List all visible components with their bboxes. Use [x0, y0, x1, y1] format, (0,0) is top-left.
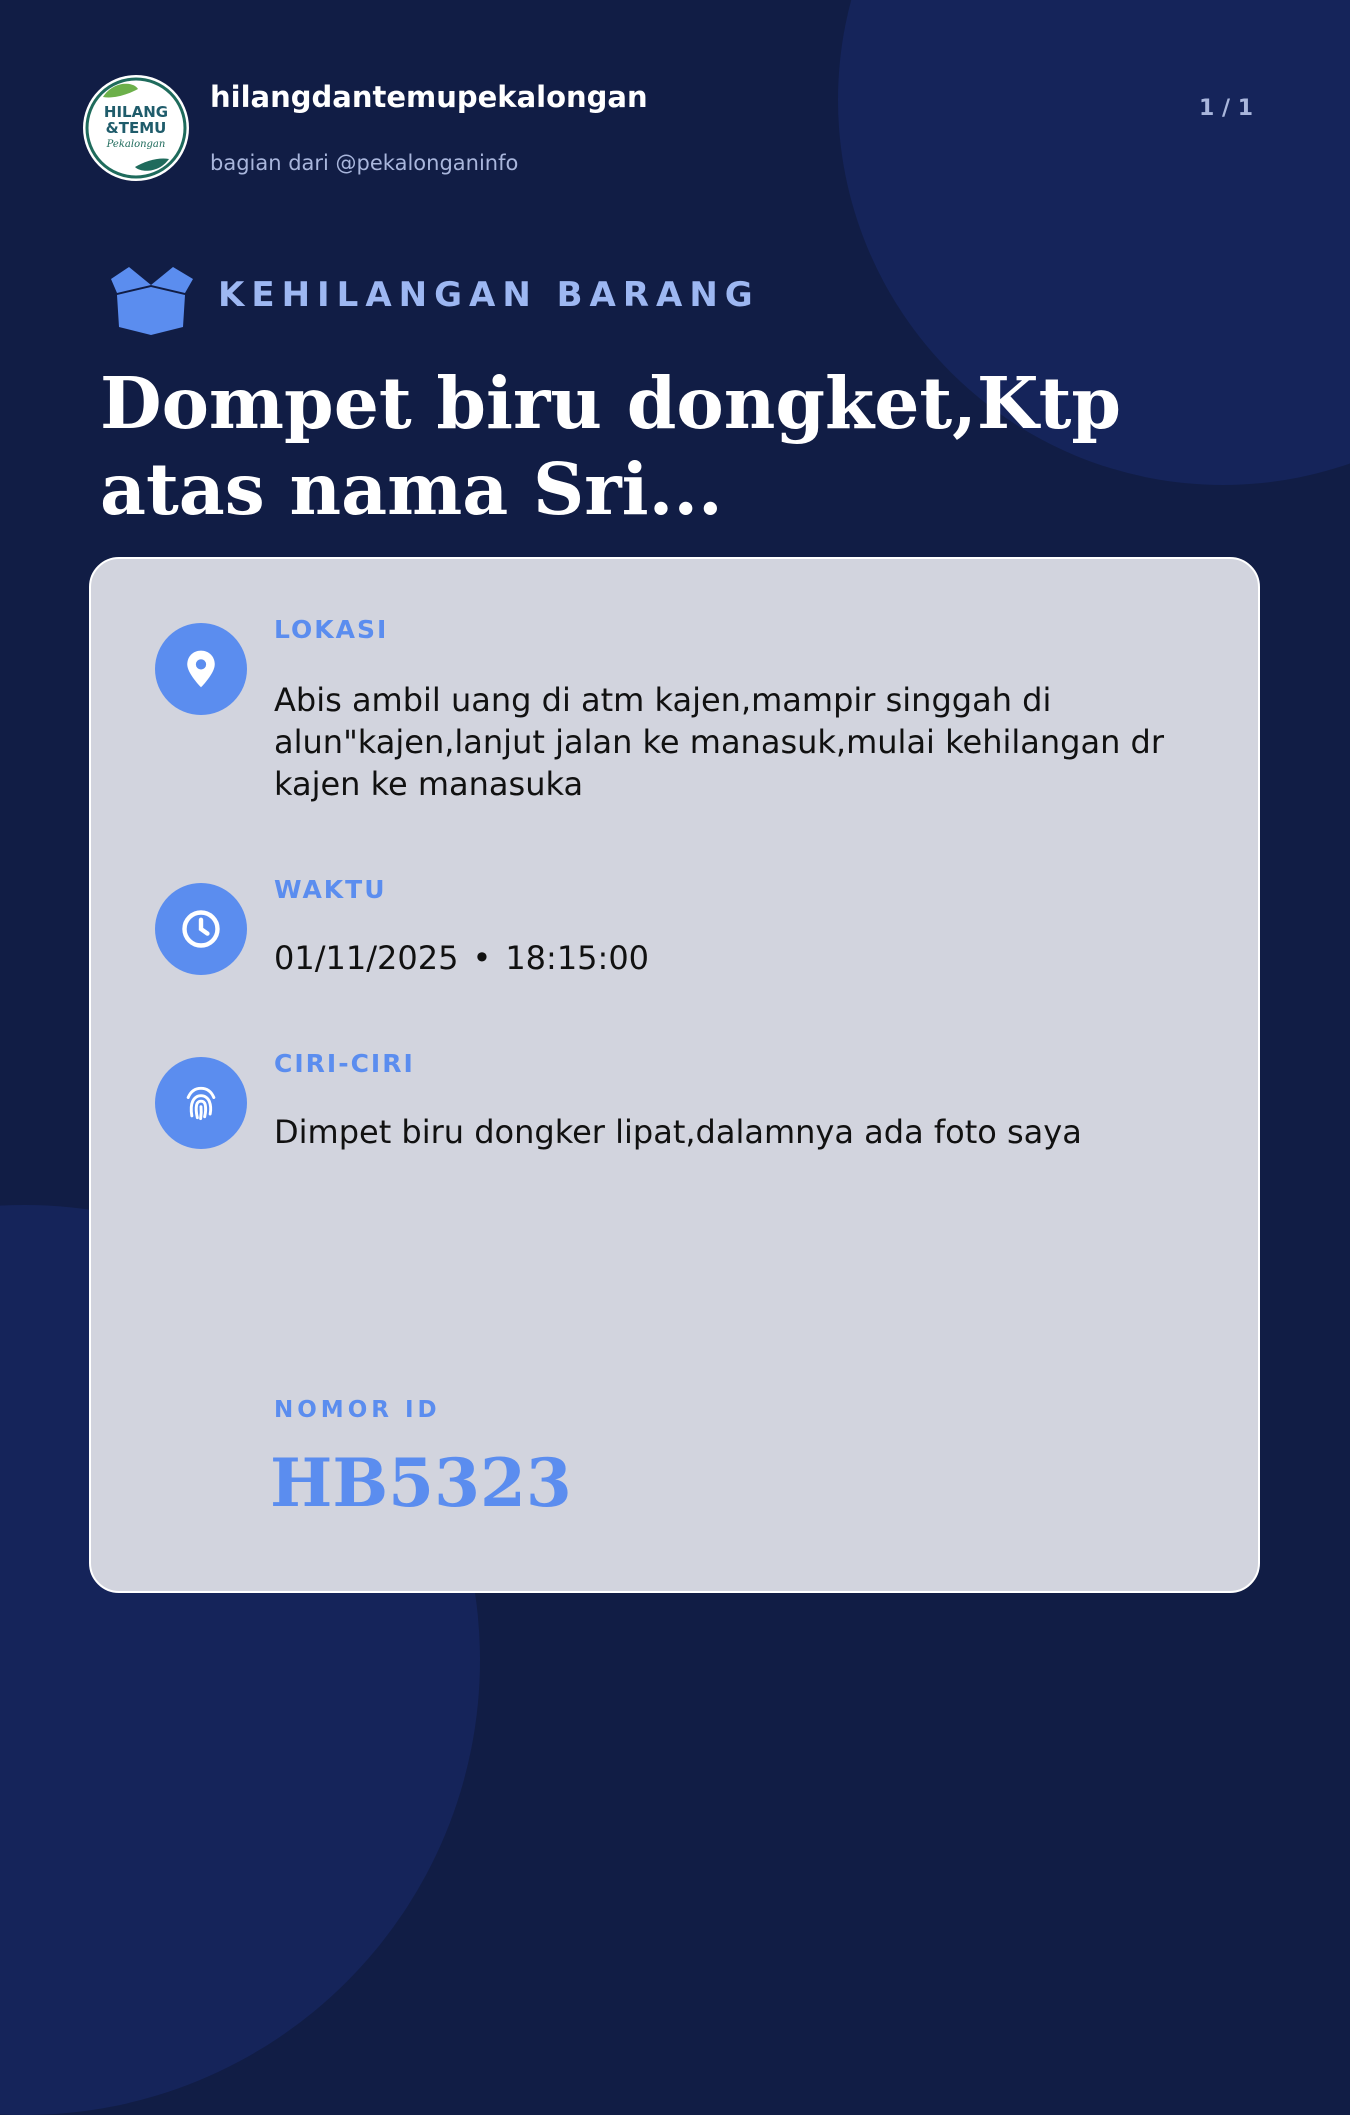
page-indicator: 1 / 1 — [1199, 96, 1253, 121]
time-value — [274, 937, 1174, 979]
features-value: Dimpet biru dongker lipat,dalamnya ada foto saya — [274, 1113, 1082, 1151]
map-pin-icon — [179, 647, 223, 691]
details-card — [89, 557, 1260, 1593]
id-value: HB5323 — [270, 1444, 572, 1522]
date-value: 01/11/2025 — [274, 939, 459, 977]
svg-text:&TEMU: &TEMU — [105, 119, 167, 137]
clock-time-value: 18:15:00 — [505, 939, 650, 977]
account-logo[interactable] — [83, 75, 189, 181]
account-subtitle: bagian dari @pekalonganinfo — [210, 151, 519, 175]
separator-dot: • — [472, 939, 492, 977]
hilang-temu-logo-icon — [83, 75, 189, 181]
features-icon-badge — [155, 1057, 247, 1149]
fingerprint-icon — [179, 1081, 223, 1125]
time-icon-badge — [155, 883, 247, 975]
open-box-icon — [103, 265, 199, 337]
features-label: CIRI-CIRI — [274, 1049, 415, 1078]
svg-text:Pekalongan: Pekalongan — [106, 139, 166, 150]
id-label: NOMOR ID — [274, 1397, 441, 1423]
location-icon-badge — [155, 623, 247, 715]
report-title: Dompet biru dongket,Ktp atas nama Sri... — [100, 361, 1122, 531]
clock-icon — [179, 907, 223, 951]
location-label: LOKASI — [274, 615, 389, 644]
category-label: KEHILANGAN BARANG — [218, 275, 760, 315]
location-value: Abis ambil uang di atm kajen,mampir singgah di alun"kajen,lanjut jalan ke manasuk,mulai kehilangan dr kajen ke manasuka — [274, 681, 1164, 803]
account-name[interactable]: hilangdantemupekalongan — [210, 80, 648, 114]
svg-text:HILANG: HILANG — [103, 103, 169, 121]
time-label: WAKTU — [274, 875, 387, 904]
